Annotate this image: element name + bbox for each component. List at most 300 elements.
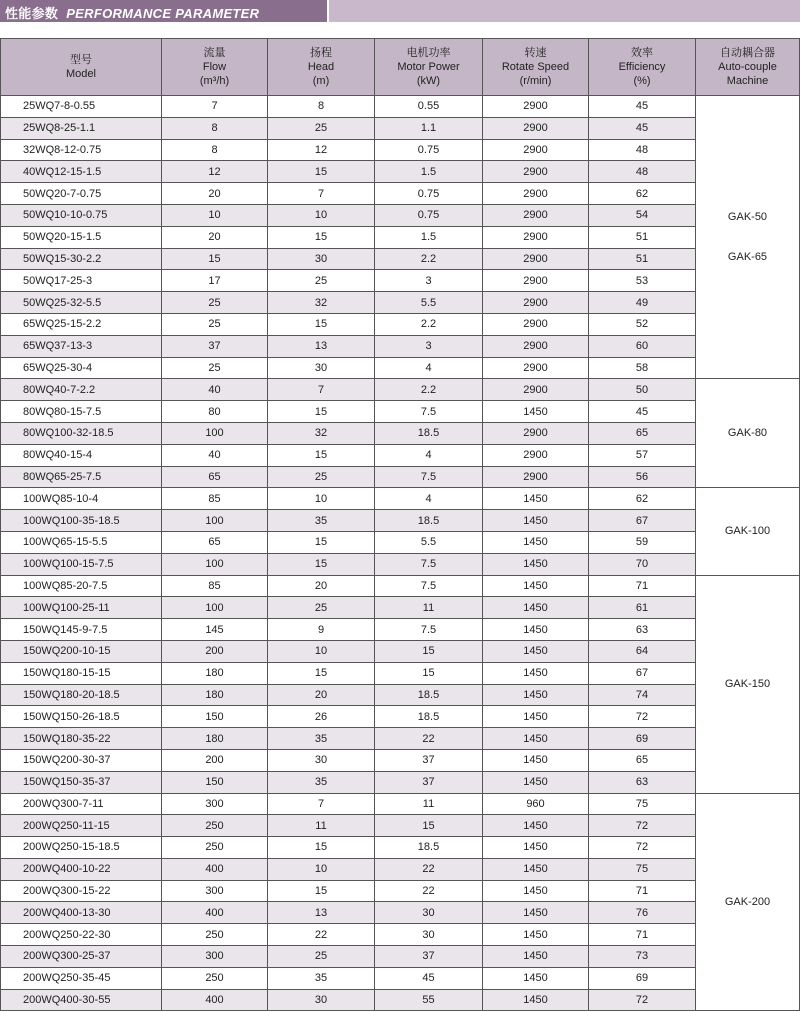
cell-motor-power: 37 [375,946,483,968]
cell-head: 15 [268,161,375,183]
cell-efficiency: 59 [589,531,696,553]
performance-table [0,38,800,1011]
cell-flow: 12 [162,161,268,183]
cell-model: 100WQ100-35-18.5 [1,510,162,532]
table-row [1,815,800,837]
cell-motor-power: 1.5 [375,161,483,183]
cell-flow: 85 [162,575,268,597]
cell-head: 30 [268,989,375,1011]
cell-head: 7 [268,793,375,815]
column-header-en: Head [307,61,335,73]
table-row [1,728,800,750]
cell-efficiency: 75 [589,793,696,815]
table-row [1,313,800,335]
cell-rotate-speed: 1450 [483,575,589,597]
cell-flow: 100 [162,510,268,532]
cell-rotate-speed: 1450 [483,401,589,423]
cell-flow: 10 [162,204,268,226]
column-header-unit: (kW) [416,75,441,87]
table-row [1,575,800,597]
cell-head: 7 [268,379,375,401]
cell-model: 50WQ20-15-1.5 [1,226,162,248]
cell-efficiency: 64 [589,640,696,662]
cell-head: 35 [268,967,375,989]
cell-rotate-speed: 2900 [483,357,589,379]
cell-motor-power: 18.5 [375,684,483,706]
cell-rotate-speed: 1450 [483,728,589,750]
column-header-head [268,39,375,96]
cell-model: 100WQ65-15-5.5 [1,531,162,553]
column-header-rotate-speed [483,39,589,96]
cell-efficiency: 69 [589,967,696,989]
column-header-cn: 流量 [203,47,226,59]
cell-efficiency: 67 [589,510,696,532]
cell-model: 80WQ80-15-7.5 [1,401,162,423]
cell-efficiency: 71 [589,575,696,597]
cell-rotate-speed: 1450 [483,967,589,989]
cell-efficiency: 63 [589,619,696,641]
section-title-cn: 性能参数 [5,6,59,21]
table-row [1,183,800,205]
cell-rotate-speed: 2900 [483,226,589,248]
cell-flow: 8 [162,139,268,161]
cell-auto-couple [696,96,800,379]
coupler-model: GAK-80 [727,427,768,440]
cell-motor-power: 5.5 [375,292,483,314]
coupler-model: GAK-65 [727,251,768,264]
cell-efficiency: 75 [589,858,696,880]
table-row [1,619,800,641]
column-header-unit: Machine [726,75,769,87]
cell-efficiency: 54 [589,204,696,226]
cell-efficiency: 58 [589,357,696,379]
cell-model: 80WQ65-25-7.5 [1,466,162,488]
cell-motor-power: 37 [375,771,483,793]
cell-model: 25WQ8-25-1.1 [1,117,162,139]
cell-motor-power: 7.5 [375,553,483,575]
cell-model: 32WQ8-12-0.75 [1,139,162,161]
cell-efficiency: 48 [589,139,696,161]
cell-model: 200WQ400-10-22 [1,858,162,880]
section-banner [0,0,800,28]
cell-auto-couple [696,793,800,1011]
cell-motor-power: 0.75 [375,204,483,226]
table-row [1,357,800,379]
column-header-unit: (m) [312,75,330,87]
cell-head: 30 [268,357,375,379]
cell-flow: 80 [162,401,268,423]
column-header-unit: (%) [633,75,651,87]
cell-flow: 7 [162,96,268,118]
cell-flow: 180 [162,662,268,684]
cell-flow: 25 [162,313,268,335]
cell-efficiency: 65 [589,749,696,771]
table-row [1,270,800,292]
table-row [1,248,800,270]
cell-head: 15 [268,553,375,575]
cell-efficiency: 71 [589,880,696,902]
cell-flow: 150 [162,706,268,728]
cell-efficiency: 74 [589,684,696,706]
cell-head: 10 [268,204,375,226]
coupler-model: GAK-100 [724,525,771,538]
cell-flow: 400 [162,989,268,1011]
column-header-en: Efficiency [618,61,666,73]
cell-rotate-speed: 1450 [483,619,589,641]
cell-model: 50WQ20-7-0.75 [1,183,162,205]
cell-head: 32 [268,422,375,444]
cell-motor-power: 11 [375,597,483,619]
cell-flow: 37 [162,335,268,357]
cell-head: 10 [268,858,375,880]
table-row [1,466,800,488]
cell-head: 15 [268,444,375,466]
cell-flow: 100 [162,422,268,444]
cell-flow: 8 [162,117,268,139]
cell-head: 15 [268,313,375,335]
column-header-en: Model [66,68,96,80]
cell-model: 150WQ145-9-7.5 [1,619,162,641]
cell-head: 30 [268,248,375,270]
column-header-unit: (r/min) [519,75,552,87]
table-row [1,531,800,553]
cell-model: 100WQ100-15-7.5 [1,553,162,575]
cell-rotate-speed: 2900 [483,422,589,444]
table-row [1,226,800,248]
cell-efficiency: 48 [589,161,696,183]
cell-rotate-speed: 2900 [483,335,589,357]
cell-rotate-speed: 1450 [483,771,589,793]
cell-rotate-speed: 2900 [483,270,589,292]
table-row [1,924,800,946]
cell-model: 150WQ180-15-15 [1,662,162,684]
cell-head: 7 [268,183,375,205]
table-row [1,837,800,859]
cell-efficiency: 69 [589,728,696,750]
column-header-model [1,39,162,96]
cell-rotate-speed: 2900 [483,292,589,314]
cell-head: 20 [268,575,375,597]
cell-motor-power: 11 [375,793,483,815]
column-header-cn: 自动耦合器 [720,47,775,59]
cell-flow: 40 [162,379,268,401]
cell-motor-power: 15 [375,662,483,684]
cell-flow: 180 [162,728,268,750]
cell-motor-power: 7.5 [375,619,483,641]
cell-rotate-speed: 960 [483,793,589,815]
table-row [1,946,800,968]
cell-flow: 20 [162,226,268,248]
table-row [1,640,800,662]
cell-efficiency: 53 [589,270,696,292]
cell-flow: 250 [162,837,268,859]
banner-left-block [0,0,327,22]
cell-model: 200WQ250-35-45 [1,967,162,989]
cell-head: 26 [268,706,375,728]
cell-efficiency: 51 [589,226,696,248]
cell-efficiency: 45 [589,117,696,139]
cell-rotate-speed: 1450 [483,880,589,902]
cell-motor-power: 22 [375,728,483,750]
cell-rotate-speed: 1450 [483,815,589,837]
cell-flow: 400 [162,858,268,880]
column-header-cn: 效率 [631,47,653,59]
cell-rotate-speed: 2900 [483,444,589,466]
cell-efficiency: 49 [589,292,696,314]
cell-efficiency: 70 [589,553,696,575]
cell-motor-power: 22 [375,880,483,902]
cell-motor-power: 37 [375,749,483,771]
column-header-cn: 电机功率 [406,47,451,59]
cell-efficiency: 67 [589,662,696,684]
table-row [1,793,800,815]
cell-model: 80WQ40-7-2.2 [1,379,162,401]
cell-head: 22 [268,924,375,946]
cell-motor-power: 2.2 [375,248,483,270]
cell-motor-power: 7.5 [375,466,483,488]
cell-motor-power: 7.5 [375,401,483,423]
cell-head: 11 [268,815,375,837]
cell-motor-power: 2.2 [375,313,483,335]
cell-rotate-speed: 2900 [483,139,589,161]
table-row [1,422,800,444]
cell-model: 150WQ180-20-18.5 [1,684,162,706]
cell-head: 25 [268,270,375,292]
table-row [1,139,800,161]
cell-motor-power: 0.75 [375,139,483,161]
cell-head: 35 [268,510,375,532]
cell-flow: 200 [162,749,268,771]
cell-model: 200WQ250-11-15 [1,815,162,837]
cell-flow: 250 [162,815,268,837]
cell-rotate-speed: 1450 [483,531,589,553]
column-header-cn: 扬程 [310,47,332,59]
section-title [5,3,259,22]
column-header-en: Motor Power [397,61,460,73]
cell-head: 15 [268,662,375,684]
cell-rotate-speed: 2900 [483,379,589,401]
cell-efficiency: 60 [589,335,696,357]
cell-model: 50WQ17-25-3 [1,270,162,292]
cell-rotate-speed: 1450 [483,684,589,706]
cell-model: 65WQ37-13-3 [1,335,162,357]
cell-motor-power: 0.55 [375,96,483,118]
cell-motor-power: 2.2 [375,379,483,401]
cell-model: 40WQ12-15-1.5 [1,161,162,183]
cell-flow: 15 [162,248,268,270]
table-row [1,96,800,118]
cell-head: 15 [268,226,375,248]
cell-head: 15 [268,837,375,859]
cell-rotate-speed: 2900 [483,466,589,488]
cell-motor-power: 4 [375,444,483,466]
column-header-unit: (m³/h) [199,75,230,87]
coupler-model: GAK-50 [727,211,768,224]
table-row [1,379,800,401]
cell-flow: 25 [162,357,268,379]
cell-efficiency: 56 [589,466,696,488]
cell-head: 20 [268,684,375,706]
cell-head: 9 [268,619,375,641]
cell-efficiency: 73 [589,946,696,968]
cell-head: 25 [268,946,375,968]
cell-motor-power: 4 [375,488,483,510]
cell-motor-power: 3 [375,335,483,357]
cell-rotate-speed: 2900 [483,96,589,118]
cell-auto-couple [696,379,800,488]
cell-efficiency: 63 [589,771,696,793]
cell-motor-power: 4 [375,357,483,379]
cell-head: 35 [268,771,375,793]
table-row [1,488,800,510]
table-row [1,749,800,771]
cell-flow: 250 [162,924,268,946]
cell-flow: 180 [162,684,268,706]
cell-flow: 25 [162,292,268,314]
cell-efficiency: 72 [589,837,696,859]
column-header-efficiency [589,39,696,96]
cell-auto-couple [696,575,800,793]
cell-flow: 300 [162,793,268,815]
cell-efficiency: 45 [589,401,696,423]
cell-model: 200WQ250-22-30 [1,924,162,946]
cell-rotate-speed: 1450 [483,597,589,619]
cell-efficiency: 52 [589,313,696,335]
table-header-row [1,39,800,96]
cell-head: 12 [268,139,375,161]
cell-rotate-speed: 1450 [483,924,589,946]
cell-head: 32 [268,292,375,314]
cell-flow: 40 [162,444,268,466]
cell-rotate-speed: 2900 [483,161,589,183]
table-row [1,684,800,706]
cell-head: 25 [268,597,375,619]
cell-model: 80WQ40-15-4 [1,444,162,466]
cell-efficiency: 57 [589,444,696,466]
cell-motor-power: 18.5 [375,510,483,532]
table-body [1,96,800,1011]
cell-model: 25WQ7-8-0.55 [1,96,162,118]
column-header-cn: 转速 [524,47,547,59]
table-row [1,161,800,183]
cell-rotate-speed: 1450 [483,837,589,859]
column-header-auto-couple [696,39,800,96]
cell-motor-power: 5.5 [375,531,483,553]
table-row [1,880,800,902]
cell-model: 200WQ400-30-55 [1,989,162,1011]
cell-efficiency: 65 [589,422,696,444]
cell-efficiency: 62 [589,488,696,510]
cell-head: 10 [268,640,375,662]
cell-motor-power: 30 [375,924,483,946]
cell-head: 30 [268,749,375,771]
cell-head: 25 [268,466,375,488]
cell-rotate-speed: 1450 [483,706,589,728]
cell-motor-power: 7.5 [375,575,483,597]
cell-model: 200WQ400-13-30 [1,902,162,924]
cell-model: 50WQ25-32-5.5 [1,292,162,314]
cell-rotate-speed: 2900 [483,204,589,226]
table-row [1,597,800,619]
cell-motor-power: 1.5 [375,226,483,248]
table-row [1,510,800,532]
table-row [1,662,800,684]
cell-flow: 65 [162,531,268,553]
cell-rotate-speed: 1450 [483,858,589,880]
cell-auto-couple [696,488,800,575]
cell-flow: 300 [162,880,268,902]
cell-efficiency: 62 [589,183,696,205]
cell-flow: 20 [162,183,268,205]
column-header-motor-power [375,39,483,96]
column-header-cn: 型号 [70,54,92,66]
cell-head: 15 [268,531,375,553]
cell-efficiency: 45 [589,96,696,118]
cell-flow: 100 [162,597,268,619]
cell-flow: 85 [162,488,268,510]
coupler-model: GAK-150 [724,678,771,691]
cell-efficiency: 72 [589,706,696,728]
cell-motor-power: 15 [375,815,483,837]
cell-motor-power: 18.5 [375,706,483,728]
cell-model: 200WQ300-25-37 [1,946,162,968]
cell-rotate-speed: 1450 [483,640,589,662]
table-row [1,858,800,880]
section-title-en: PERFORMANCE PARAMETER [66,6,260,21]
cell-efficiency: 71 [589,924,696,946]
cell-model: 50WQ15-30-2.2 [1,248,162,270]
cell-model: 65WQ25-30-4 [1,357,162,379]
cell-flow: 150 [162,771,268,793]
cell-flow: 100 [162,553,268,575]
cell-flow: 300 [162,946,268,968]
table-row [1,706,800,728]
table-row [1,335,800,357]
cell-head: 8 [268,96,375,118]
cell-model: 100WQ85-10-4 [1,488,162,510]
cell-model: 150WQ150-35-37 [1,771,162,793]
table-row [1,204,800,226]
cell-motor-power: 22 [375,858,483,880]
cell-model: 200WQ250-15-18.5 [1,837,162,859]
cell-motor-power: 1.1 [375,117,483,139]
cell-rotate-speed: 2900 [483,248,589,270]
cell-rotate-speed: 1450 [483,946,589,968]
cell-rotate-speed: 1450 [483,902,589,924]
table-row [1,401,800,423]
cell-rotate-speed: 2900 [483,117,589,139]
cell-head: 13 [268,902,375,924]
cell-flow: 400 [162,902,268,924]
cell-head: 25 [268,117,375,139]
cell-motor-power: 3 [375,270,483,292]
cell-flow: 250 [162,967,268,989]
column-header-en: Auto-couple [718,61,777,73]
cell-flow: 200 [162,640,268,662]
cell-efficiency: 76 [589,902,696,924]
cell-flow: 145 [162,619,268,641]
cell-rotate-speed: 1450 [483,749,589,771]
cell-efficiency: 72 [589,989,696,1011]
cell-efficiency: 51 [589,248,696,270]
cell-model: 150WQ200-10-15 [1,640,162,662]
banner-right-block [329,0,800,22]
table-row [1,989,800,1011]
cell-efficiency: 50 [589,379,696,401]
table-row [1,444,800,466]
cell-rotate-speed: 2900 [483,313,589,335]
cell-motor-power: 15 [375,640,483,662]
